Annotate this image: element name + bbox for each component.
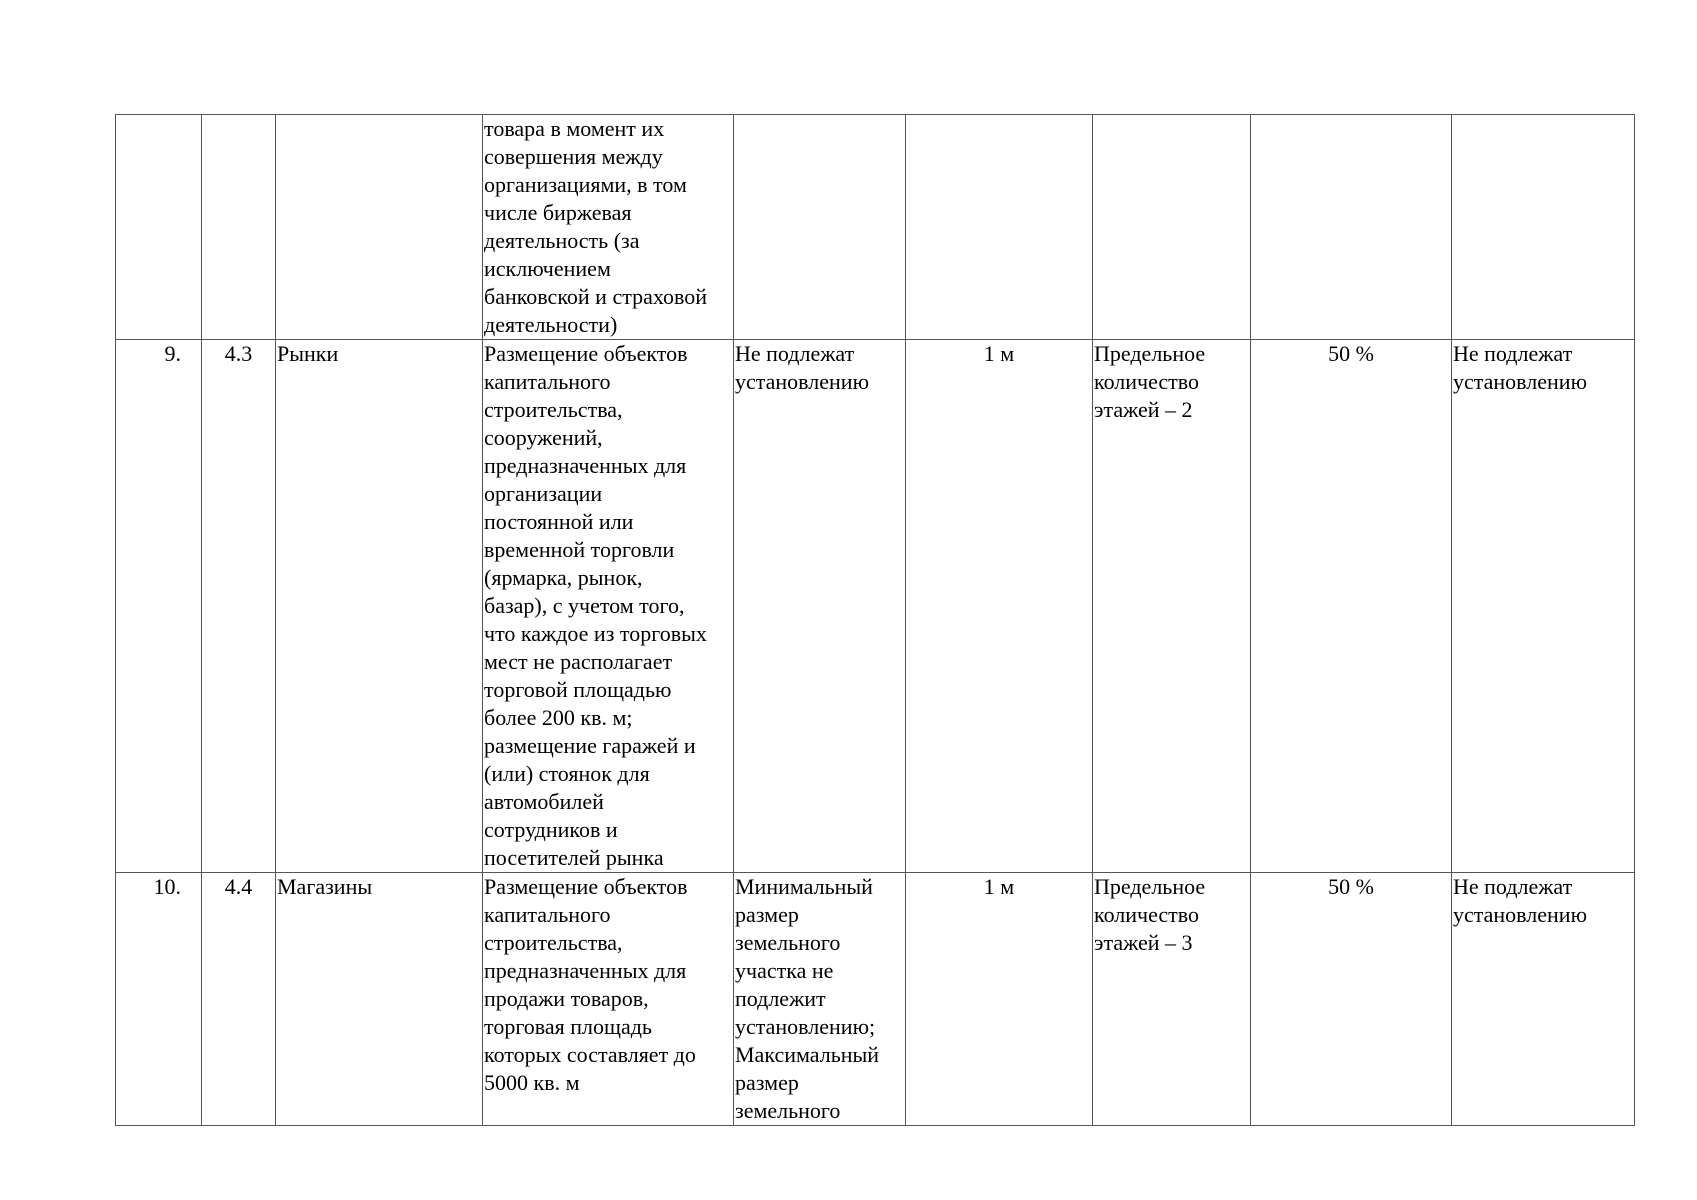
coverage-cell: 50 % (1251, 340, 1452, 873)
row-number-cell: 10. (116, 873, 202, 1126)
setback-cell: 1 м (906, 873, 1093, 1126)
restrictions-cell (1452, 115, 1635, 340)
name-cell: Рынки (276, 340, 483, 873)
name-cell (276, 115, 483, 340)
floors-cell: Предельное количество этажей – 3 (1093, 873, 1251, 1126)
description-cell: Размещение объектов капитального строительства, сооружений, предназначенных для организации постоянной или временной торговли (ярмарка, рынок, базар), с учетом того, что каждое из торговых мест не располагает торговой площадью более 200 кв. м; размещение гаражей и (или) стоянок для автомобилей сотрудников и посетителей рынка (483, 340, 734, 873)
code-cell: 4.4 (202, 873, 276, 1126)
table-row (116, 115, 1635, 340)
table-row (116, 340, 1635, 873)
row-number-cell: 9. (116, 340, 202, 873)
restrictions-cell: Не подлежат установлению (1452, 340, 1635, 873)
coverage-cell: 50 % (1251, 873, 1452, 1126)
zoning-table (115, 114, 1635, 1126)
coverage-cell (1251, 115, 1452, 340)
row-number-cell (116, 115, 202, 340)
plot-size-cell: Минимальный размер земельного участка не подлежит установлению; Максимальный размер земельного (734, 873, 906, 1126)
restrictions-cell: Не подлежат установлению (1452, 873, 1635, 1126)
floors-cell: Предельное количество этажей – 2 (1093, 340, 1251, 873)
plot-size-cell: Не подлежат установлению (734, 340, 906, 873)
plot-size-cell (734, 115, 906, 340)
description-cell: товара в момент их совершения между организациями, в том числе биржевая деятельность (за исключением банковской и страховой деятельности) (483, 115, 734, 340)
code-cell (202, 115, 276, 340)
setback-cell: 1 м (906, 340, 1093, 873)
table-row (116, 873, 1635, 1126)
floors-cell (1093, 115, 1251, 340)
setback-cell (906, 115, 1093, 340)
description-cell: Размещение объектов капитального строительства, предназначенных для продажи товаров, торговая площадь которых составляет до 5000 кв. м (483, 873, 734, 1126)
name-cell: Магазины (276, 873, 483, 1126)
code-cell: 4.3 (202, 340, 276, 873)
